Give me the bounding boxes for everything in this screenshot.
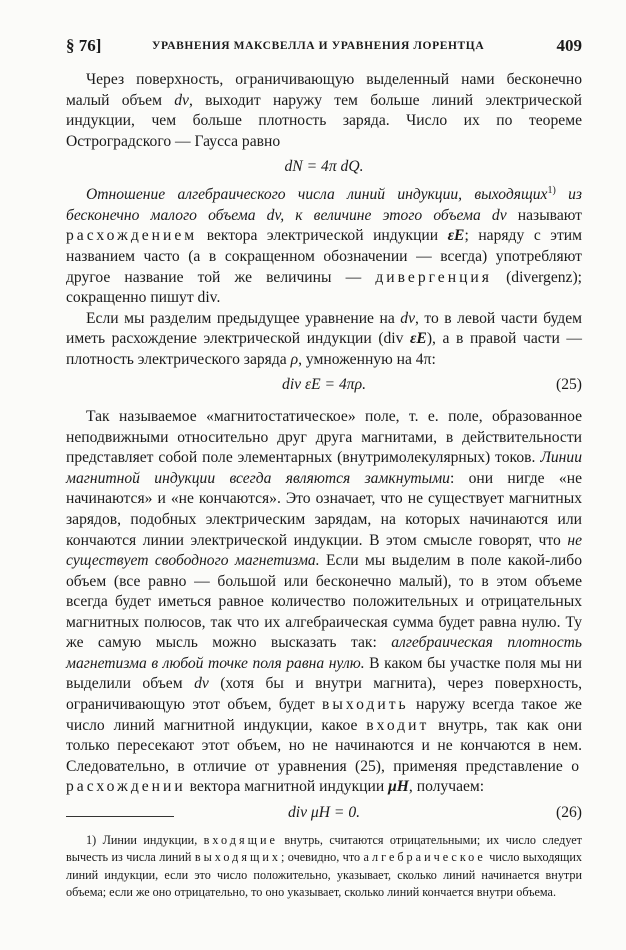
footnote-divider [66, 816, 174, 817]
equation-gauss-formula: dN = 4π dQ. [284, 158, 364, 176]
equation-26 [66, 798, 582, 827]
running-header [66, 36, 582, 60]
paragraph-divide: Если мы разделим предыдущее уравнение на dv, то в левой части будем иметь расхождение электрической индукции (div εE), а в правой части — плотность электрического заряда ρ, умноженную на 4π: [66, 309, 582, 368]
footnote [66, 832, 582, 902]
running-title: УРАВНЕНИЯ МАКСВЕЛЛА И УРАВНЕНИЯ ЛОРЕНТЦА [152, 40, 485, 52]
equation-25-formula: div εE = 4πρ. [282, 376, 366, 394]
footnote-ref[interactable]: 1) [547, 185, 556, 197]
section-number: § 76] [66, 36, 102, 55]
main-text [66, 70, 582, 827]
footnote-text: 1) Линии индукции, входящие внутрь, считаются отрицательными; их число следует вычесть из числа линий выходящих; очевидно, что алгебраическое число выходящих линий индукции, если это число положительно, указывает, сколько линий начинается внутри объема; если же оно отрицательно, то оно указывает, сколько линий кончается внутри объема. [66, 833, 583, 900]
equation-25 [66, 370, 582, 399]
paragraph-divergence-definition: Отношение алгебраического числа линий индукции, выходящих$^{1)}$ из бесконечно малого объема dv, к величине этого объема dv называют расхождением вектора электрической индукции εE; наряду с этим названием часто (а в сокращенном обозначении — всегда) употребляют другое название той же величины — дивергенция (divergenz); сокращенно пишут div. [66, 185, 583, 307]
equation-25-number: (25) [556, 376, 582, 394]
equation-26-number: (26) [556, 803, 582, 821]
equation-26-formula: div μH = 0. [287, 803, 361, 821]
paragraph-gauss: Через поверхность, ограничивающую выделенный нами бесконечно малый объем dv, выходит наружу тем больше линий электрической индукции, чем больше плотность заряда. Число их по теореме Остроградского — Гаусса равно [66, 71, 582, 150]
paragraph-magnetostatic: Так называемое «магнитостатическое» поле, т. е. поле, образованное неподвижными относительно друг друга магнитами, в действительности представляет собой поле элементарных (внутримолекулярных) токов. Линии магнитной индукции всегда являются замкнутыми: они нигде «не начинаются» и «не кончаются». Это означает, что не существует магнитных зарядов, подобных электрическим зарядам, на которых начинаются или кончаются линии электрической индукции. В этом смысле говорят, что не существует свободного магнетизма. Если мы выделим в поле какой-либо объем (все равно — большой или бесконечно малый), то в этом объеме всегда будет иметься равное количество положительных и отрицательных магнитных полюсов, так что их алгебраическая сумма будет равна нулю. Ту же самую мысль можно высказать так: алгебраическая плотность магнетизма в любой точке поля равна нулю. В каком бы участке поля мы ни выделили объем dv (хотя бы и внутри магнита), через поверхность, ограничивающую этот объем, будет выходить наружу всегда такое же число линий магнитной индукции, какое входит внутрь, так как они только пересекают этот объем, но не начинаются и не кончаются в нем. Следовательно, в отличие от уравнения (25), применяя представление о расхождении вектора магнитной индукции μH, получаем: [66, 408, 582, 796]
page-number: 409 [556, 36, 582, 55]
equation-gauss [66, 152, 582, 181]
